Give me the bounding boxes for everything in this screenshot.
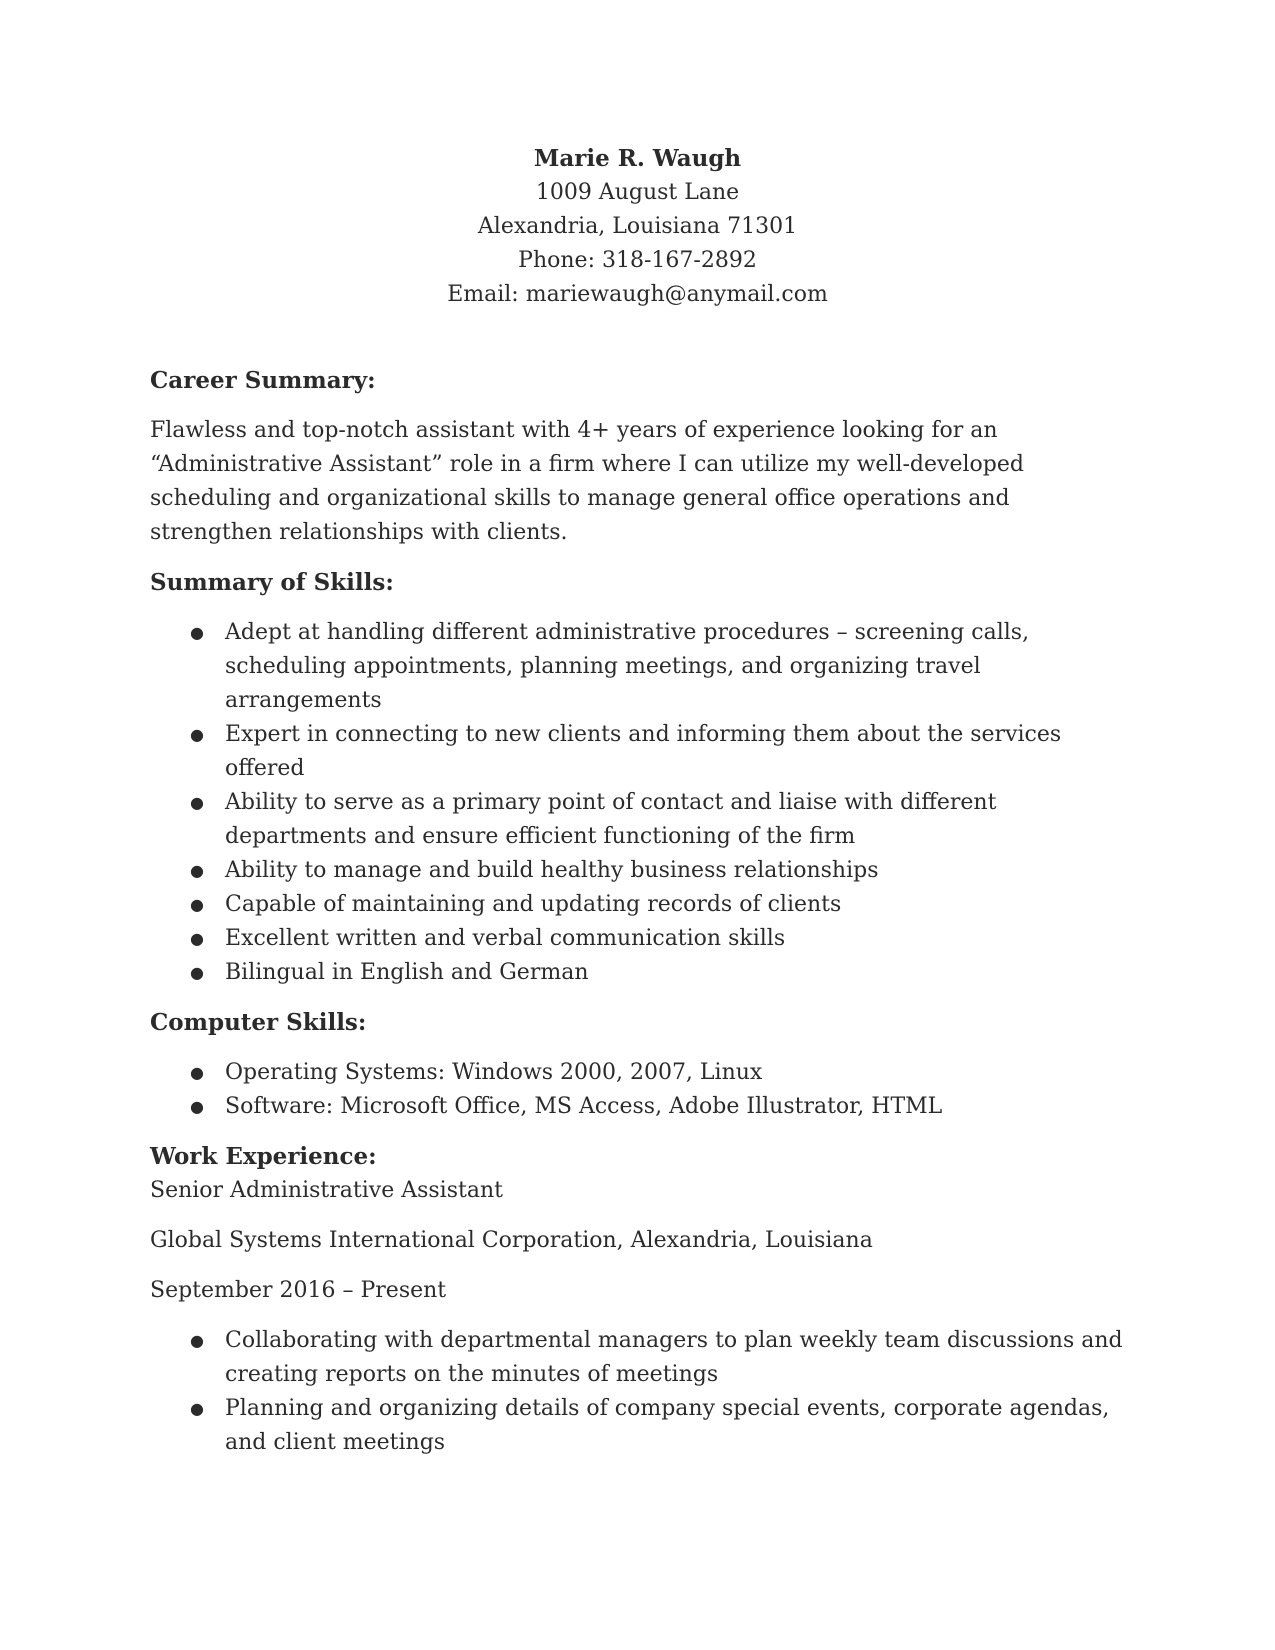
list-item: ● Planning and organizing details of company special events, corporate agendas, and client meetings [150,1392,1125,1460]
computer-skills-list [150,1056,1125,1124]
bullet-icon: ● [190,1097,204,1116]
list-item: ● Expert in connecting to new clients and informing them about the services offered [150,718,1125,786]
list-item: ● Software: Microsoft Office, MS Access, Adobe Illustrator, HTML [150,1090,1125,1124]
employment-dates: September 2016 – Present [150,1278,447,1303]
work-duties-list [150,1324,1125,1460]
list-item: ● Ability to manage and build healthy business relationships [150,854,1125,888]
skills-list [150,616,1125,990]
bullet-icon: ● [190,929,204,948]
list-item: ● Bilingual in English and German [150,956,1125,990]
bullet-icon: ● [190,963,204,982]
address-line-1: 1009 August Lane [535,180,740,205]
career-summary-text: Flawless and top-notch assistant with 4+ years of experience looking for an “Administrative Assistant” role in a firm where I can utilize my well-developed scheduling and organizational skills to manage general office operations and strengthen relationships with clients. [150,418,1024,545]
address-line-2: Alexandria, Louisiana 71301 [477,214,798,239]
job-title: Senior Administrative Assistant [150,1178,503,1203]
email-address: Email: mariewaugh@anymail.com [447,282,828,307]
bullet-icon: ● [190,623,204,642]
company-name: Global Systems International Corporation, Alexandria, Louisiana [150,1228,873,1253]
computer-skills-heading: Computer Skills: [150,1009,367,1036]
phone-number: Phone: 318-167-2892 [518,248,757,273]
list-item: ● Capable of maintaining and updating records of clients [150,888,1125,922]
list-item: ● Excellent written and verbal communication skills [150,922,1125,956]
resume-page [150,142,1125,1476]
bullet-icon: ● [190,861,204,880]
list-item: ● Adept at handling different administrative procedures – screening calls, scheduling appointments, planning meetings, and organizing travel arrangements [150,616,1125,718]
resume-header [150,142,1125,312]
bullet-icon: ● [190,1063,204,1082]
list-item: ● Collaborating with departmental managers to plan weekly team discussions and creating reports on the minutes of meetings [150,1324,1125,1392]
list-item: ● Ability to serve as a primary point of contact and liaise with different departments and ensure efficient functioning of the firm [150,786,1125,854]
list-item: ● Operating Systems: Windows 2000, 2007, Linux [150,1056,1125,1090]
career-summary-heading: Career Summary: [150,367,376,394]
bullet-icon: ● [190,1331,204,1350]
work-experience-heading: Work Experience: [150,1143,377,1170]
bullet-icon: ● [190,895,204,914]
skills-heading: Summary of Skills: [150,569,394,596]
candidate-name: Marie R. Waugh [533,145,742,172]
bullet-icon: ● [190,793,204,812]
bullet-icon: ● [190,725,204,744]
bullet-icon: ● [190,1399,204,1418]
